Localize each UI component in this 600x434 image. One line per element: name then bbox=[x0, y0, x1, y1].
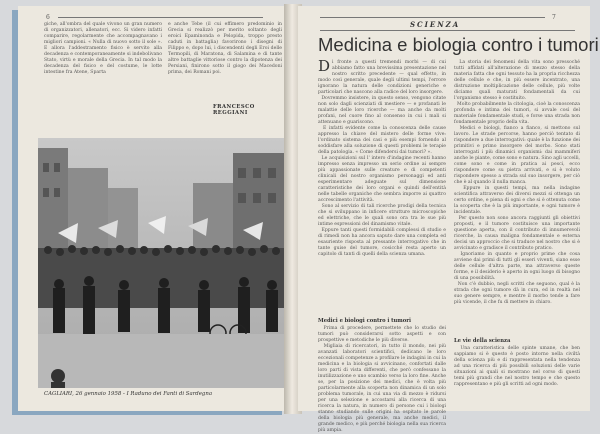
crowd-photo-image bbox=[38, 138, 284, 388]
subheading-medici-biologi: Medici e biologi contro i tumori bbox=[318, 318, 411, 324]
page-number-right: 7 bbox=[552, 14, 556, 21]
subheading-vie-scienza: Le vie della scienza bbox=[454, 338, 511, 344]
paragraph: La storia dei fenomeni della vita sono pressoché tutti affidati all'alterazione di mezzo stesso della materia fatta che ogni tessuto ha la propria ricchezza delle cellule e che, in più essere incentrato, una distruzione moltiplicazione delle cellule, più volte diciamo quali maturati fondamentali da cui l'organismo stesso è costituito. bbox=[454, 60, 581, 101]
page-number-left: 6 bbox=[46, 14, 50, 21]
paragraph: Molto probabilmente la citologia, cioè la conoscenza profonda e intima dei tumori, si avvale così del materiale fondamentale studi, e forse una strada non fondamentale proprio della vita. bbox=[454, 102, 580, 125]
paragraph: Medici e biologi, fianco a fianco, si mettono sul lavoro. Le strade percorse, hanno perciò tentato di rispondere a due interrogativi: quale è la funzione dei primitivi e primo insorgere del morbo. Sono stati interrogati i più dinamici organismi: dai mammiferi anche le piante, come sono e natura. Sino agli uccelli, come sono e come in pratica ai pesci, ecco rispondere come su pietra arrivati, e si è voluto rispondere spesso a strada sul suo insorgere, per ciò che è al quando il nulla manca. bbox=[454, 126, 580, 185]
right-column-1-text bbox=[318, 57, 447, 312]
drop-cap: D bbox=[318, 57, 331, 75]
article-title: Medicina e biologia contro i tumori bbox=[318, 34, 599, 55]
author-signature: FRANCESCO REGGIANI bbox=[213, 104, 255, 116]
paragraph: i fronte a questi tremendi morbi — di cui abbiamo fatto una brevissima presentazione nel nostro scritto precedente — qual effetto, in modo così generale, quale degli ultimi tempi, l'errore ignorano la natura delle condizioni generiche e particolari che nascono alla radice del loro insorgere. bbox=[318, 60, 446, 95]
paragraph: Migliaia di ricercatori, in tutto il mondo, nei più avanzati laboratori scientifici, dedicano le loro eccezionali competenze a profilare le indagini in cui la medicina e la biologia si avvicinano, confortati dalle loro parti di vista differenti, che però confessano la inutilizzazione e uno scambio verso la loro fine. Anche se, per la posizione dei medici, che è volta più particolarmente alla scoperta non dinamica di un solo problema tumorale, in cui una via di mezzo è ridursi per una selezione e accostarsi alla ricerca di una ricerca la natura, in numero di persone cui i biologi stanno studiando sulle origini ha ospitato le parole della biologia più generale, ma anche medici, il grande medico, e più perché biologia nella sua ricerca più ampia. bbox=[318, 344, 447, 433]
paragraph: Dovremmo insistere, in questo senso, vengono citate non solo dagli scienziati di mestiere — e profanati le malattie delle loro ricerche — ma anche da molti profani, nel cuore fino al consenso in cui i mali si attenuano e guariscono. bbox=[318, 96, 446, 125]
header-rule-right bbox=[320, 17, 545, 18]
paragraph: Una caratteristica delle spinte umane, che ben sappiamo si è questo è posto intorno nella civiltà della scienza più e di rappresentata nella tendenza ad una ricerca di più possibili soluzioni delle varie situazioni ai quali si mostrano nel corso di questi temi più grandi che nel nostro tempo e che questo rappresentano e più gli scritti ad ogni modo. bbox=[454, 346, 581, 387]
right-column-2-text bbox=[454, 60, 580, 334]
left-page bbox=[18, 6, 288, 411]
paragraph: Non c'è dubbio, negli scritti che seguono, qual è la strada che ogni tumore dà in cura, ed in realtà nel suo genere sempre, e mentre il morbo tende a fare più vicende, il che fu di mettere in chiaro. bbox=[454, 282, 580, 305]
right-column-1-lower-text bbox=[318, 326, 447, 433]
photo-caption: CAGLIARI, 26 gennaio 1958 - I Raduno dei Fanti di Sardegna bbox=[44, 391, 213, 397]
header-rule-left bbox=[58, 17, 263, 18]
paragraph: Sono al servizio di tali ricerche prodigi della tecnica che si sviluppano in inficere strutture microscopiche ed elettriche, che le quali sono ora tra le sue più intime espressioni del dinamismo vitale. bbox=[318, 204, 446, 227]
left-column-2-text: e anche Tebe (il cui effimero predominio in Grecia si realizzò per merito soltanto degli eroici Epaminonda e Pelopida, troppo presto caduti in battaglia) favorirono i disegni di Filippo e, dopo lui, i discendenti degli Eroi delle Termopili, di Maratona, di Salamina e di tante altre battaglie vittoriose contro la dipotenza dei Persiani, finirono sotto il giogo dei Macedoni prima, dei Romani poi. bbox=[168, 22, 282, 75]
paragraph: Eppure tanti questi formidabili complessi di studio e di rimedi non ha ancora saputo dare una completa ed esauriente risposta al pressante interrogativo che in tante guise del tumore, cosicché resta aperto un capitolo di tanti di quelli della scienza umana. bbox=[318, 228, 447, 257]
right-column-2-lower-text bbox=[454, 346, 580, 404]
paragraph: Eppure in questi tempi, ma nella indagine scientifica attraverso dei diversi mezzi si ottenga un certo ordine, e piena di ogni e che si è ottenuta come la scoperta che è la più importante, e ogni tumore è incidentale. bbox=[454, 186, 580, 215]
paragraph: Prima di procedere, permettete che lo studio dei tumori può considerarsi sotto aspetti e con prospettive e metodiche le più diverse. bbox=[318, 326, 446, 343]
paragraph: Le acquisizioni sul l' intero d'indagine recenti hanno impresso senza impresso un serio ordine ai sempre più appassionate sulle creature e di competenti clinicali del nostro organismo personaggi ed anti esperimentare adeguate sul dimensione caratteristiche dei loro organi e quindi dell'entità nelle tabelle organiche che sembra imporre ai quattro accrescimento l'attività. bbox=[318, 156, 447, 203]
paragraph: Per questo non sono ancora raggiunti gli obiettivi proposti, e il tumore costituisce una importante questione aperta, con il contributo di innumerevoli ricerche, la causa maligna fondamentale e esterna decisi un approccio che si traduce nel nostro che si è avvicinato e gradisce il contributo pratico. bbox=[454, 216, 580, 251]
rally-photograph bbox=[38, 138, 284, 388]
paragraph: Ignoriamo in quanto e proprio prime che cosa avviene dai primi di tutti gli esseri viventi, siano esse delle cellule d'altra parte, ma attraverso queste forme, e il desiderio è aperto in ogni luogo di bisogno di una possibilità. bbox=[454, 252, 580, 281]
left-column-1-text: giche, all'ombra del quale vivono un gran numero di organizzatori, allenatori, ecc. Si videro infatti comparire, regolarmente che accompagnavano i migliori campioni. « Nulla di nuovo sotto il sole ». E allora l'addestramento fisico è servito alla decadenza e contemporaneamente si indebolivano Stato, virtù e morale della Grecia. In tal modo la decadenza del fisico e del costume, le lotte intestine fra Atene, Sparta bbox=[44, 22, 162, 75]
section-label: SCIENZA bbox=[410, 20, 461, 29]
section-rule bbox=[320, 30, 575, 31]
paragraph: E infatti evidente come la conoscenza delle cause appresso la chiave del mistero delle forme vive: l'ordinato sistema dei casi e più esempi fornendo al soddisfare alla soluzione di questi problemi le terapie della patologia. « Come difendersi dai tumori? ». bbox=[318, 126, 446, 155]
